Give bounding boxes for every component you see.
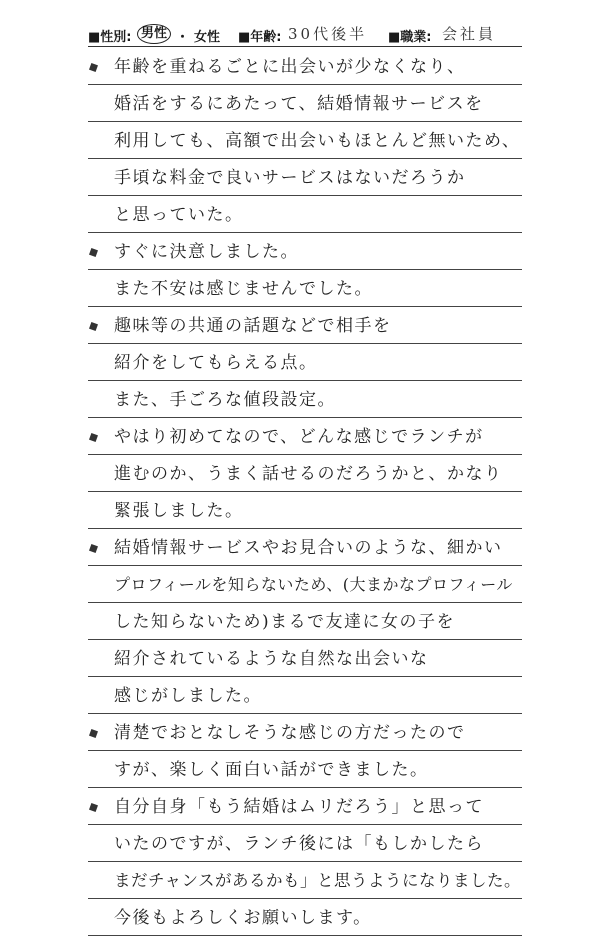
handwritten-text: 婚活をするにあたって、結婚情報サービスを: [114, 94, 484, 114]
handwritten-text: 趣味等の共通の話題などで相手を: [114, 316, 392, 336]
ruled-line: [88, 233, 522, 270]
handwritten-text: まだチャンスがあるかも」と思うようになりました。: [114, 871, 522, 890]
ruled-line: [88, 48, 522, 85]
handwritten-text: 結婚情報サービスやお見合いのような、細かい: [114, 538, 503, 558]
header-rule: [88, 46, 522, 47]
ruled-line: [88, 455, 522, 492]
handwritten-text: 手頃な料金で良いサービスはないだろうか: [114, 168, 466, 188]
ruled-line: [88, 751, 522, 788]
bullet-mark: [89, 544, 98, 553]
handwritten-text: 進むのか、うまく話せるのだろうかと、かなり: [114, 464, 503, 484]
ruled-line: [88, 381, 522, 418]
handwritten-text: すぐに決意しました。: [114, 242, 299, 262]
ruled-line: [88, 899, 522, 936]
line-rule: [88, 935, 522, 936]
bullet-mark: [89, 63, 98, 72]
ruled-line: [88, 122, 522, 159]
bullet-mark: [89, 248, 98, 257]
age-label: ■年齢:: [238, 30, 282, 45]
male-selected-circle: 男性: [137, 24, 171, 44]
handwritten-text: いたのですが、ランチ後には「もしかしたら: [114, 834, 484, 854]
ruled-line: [88, 788, 522, 825]
handwritten-text: と思っていた。: [114, 205, 244, 225]
handwritten-text: した知らないため)まるで友達に女の子を: [114, 612, 455, 632]
ruled-line: [88, 862, 522, 899]
handwritten-text: 清楚でおとなしそうな感じの方だったので: [114, 723, 466, 743]
handwritten-text: 今後もよろしくお願いします。: [114, 908, 372, 928]
ruled-line: [88, 85, 522, 122]
job-value: 会社員: [442, 25, 497, 43]
ruled-line: [88, 529, 522, 566]
ruled-line: [88, 270, 522, 307]
gender-option-female: 女性: [194, 30, 221, 45]
handwritten-text: 利用しても、高額で出会いもほとんど無いため、: [114, 131, 521, 151]
ruled-line: [88, 307, 522, 344]
handwritten-text: 自分自身「もう結婚はムリだろう」と思って: [114, 797, 484, 817]
handwritten-text: プロフィールを知らないため、(大まかなプロフィール: [114, 575, 513, 594]
job-label: ■職業:: [388, 30, 432, 45]
gender-label: ■性別:: [88, 30, 132, 45]
ruled-line: [88, 492, 522, 529]
handwritten-text: 感じがしました。: [114, 686, 262, 706]
bullet-mark: [89, 803, 98, 812]
age-value: 30代後半: [288, 25, 368, 43]
ruled-line: [88, 825, 522, 862]
bullet-mark: [89, 433, 98, 442]
handwritten-text: また、手ごろな値段設定。: [114, 390, 336, 410]
handwritten-text: すが、楽しく面白い話ができました。: [114, 760, 429, 780]
bullet-mark: [89, 729, 98, 738]
handwritten-text: また不安は感じませんでした。: [114, 279, 373, 299]
handwritten-text: やはり初めてなので、どんな感じでランチが: [114, 427, 484, 447]
handwritten-text: 紹介をしてもらえる点。: [114, 353, 318, 373]
gender-separator: ・: [176, 30, 190, 45]
ruled-line: [88, 603, 522, 640]
ruled-line: [88, 677, 522, 714]
handwritten-text: 緊張しました。: [114, 501, 244, 521]
ruled-line: [88, 159, 522, 196]
ruled-line: [88, 196, 522, 233]
handwritten-text: 年齢を重ねるごとに出会いが少なくなり、: [114, 57, 466, 77]
ruled-line: [88, 714, 522, 751]
ruled-line: [88, 566, 522, 603]
ruled-line: [88, 640, 522, 677]
ruled-line: [88, 418, 522, 455]
gender-option-male: [140, 26, 168, 42]
bullet-mark: [89, 322, 98, 331]
handwritten-text: 紹介されているような自然な出会いな: [114, 649, 429, 669]
handwritten-response-area: [88, 48, 522, 938]
survey-header: [88, 22, 590, 48]
ruled-line: [88, 344, 522, 381]
